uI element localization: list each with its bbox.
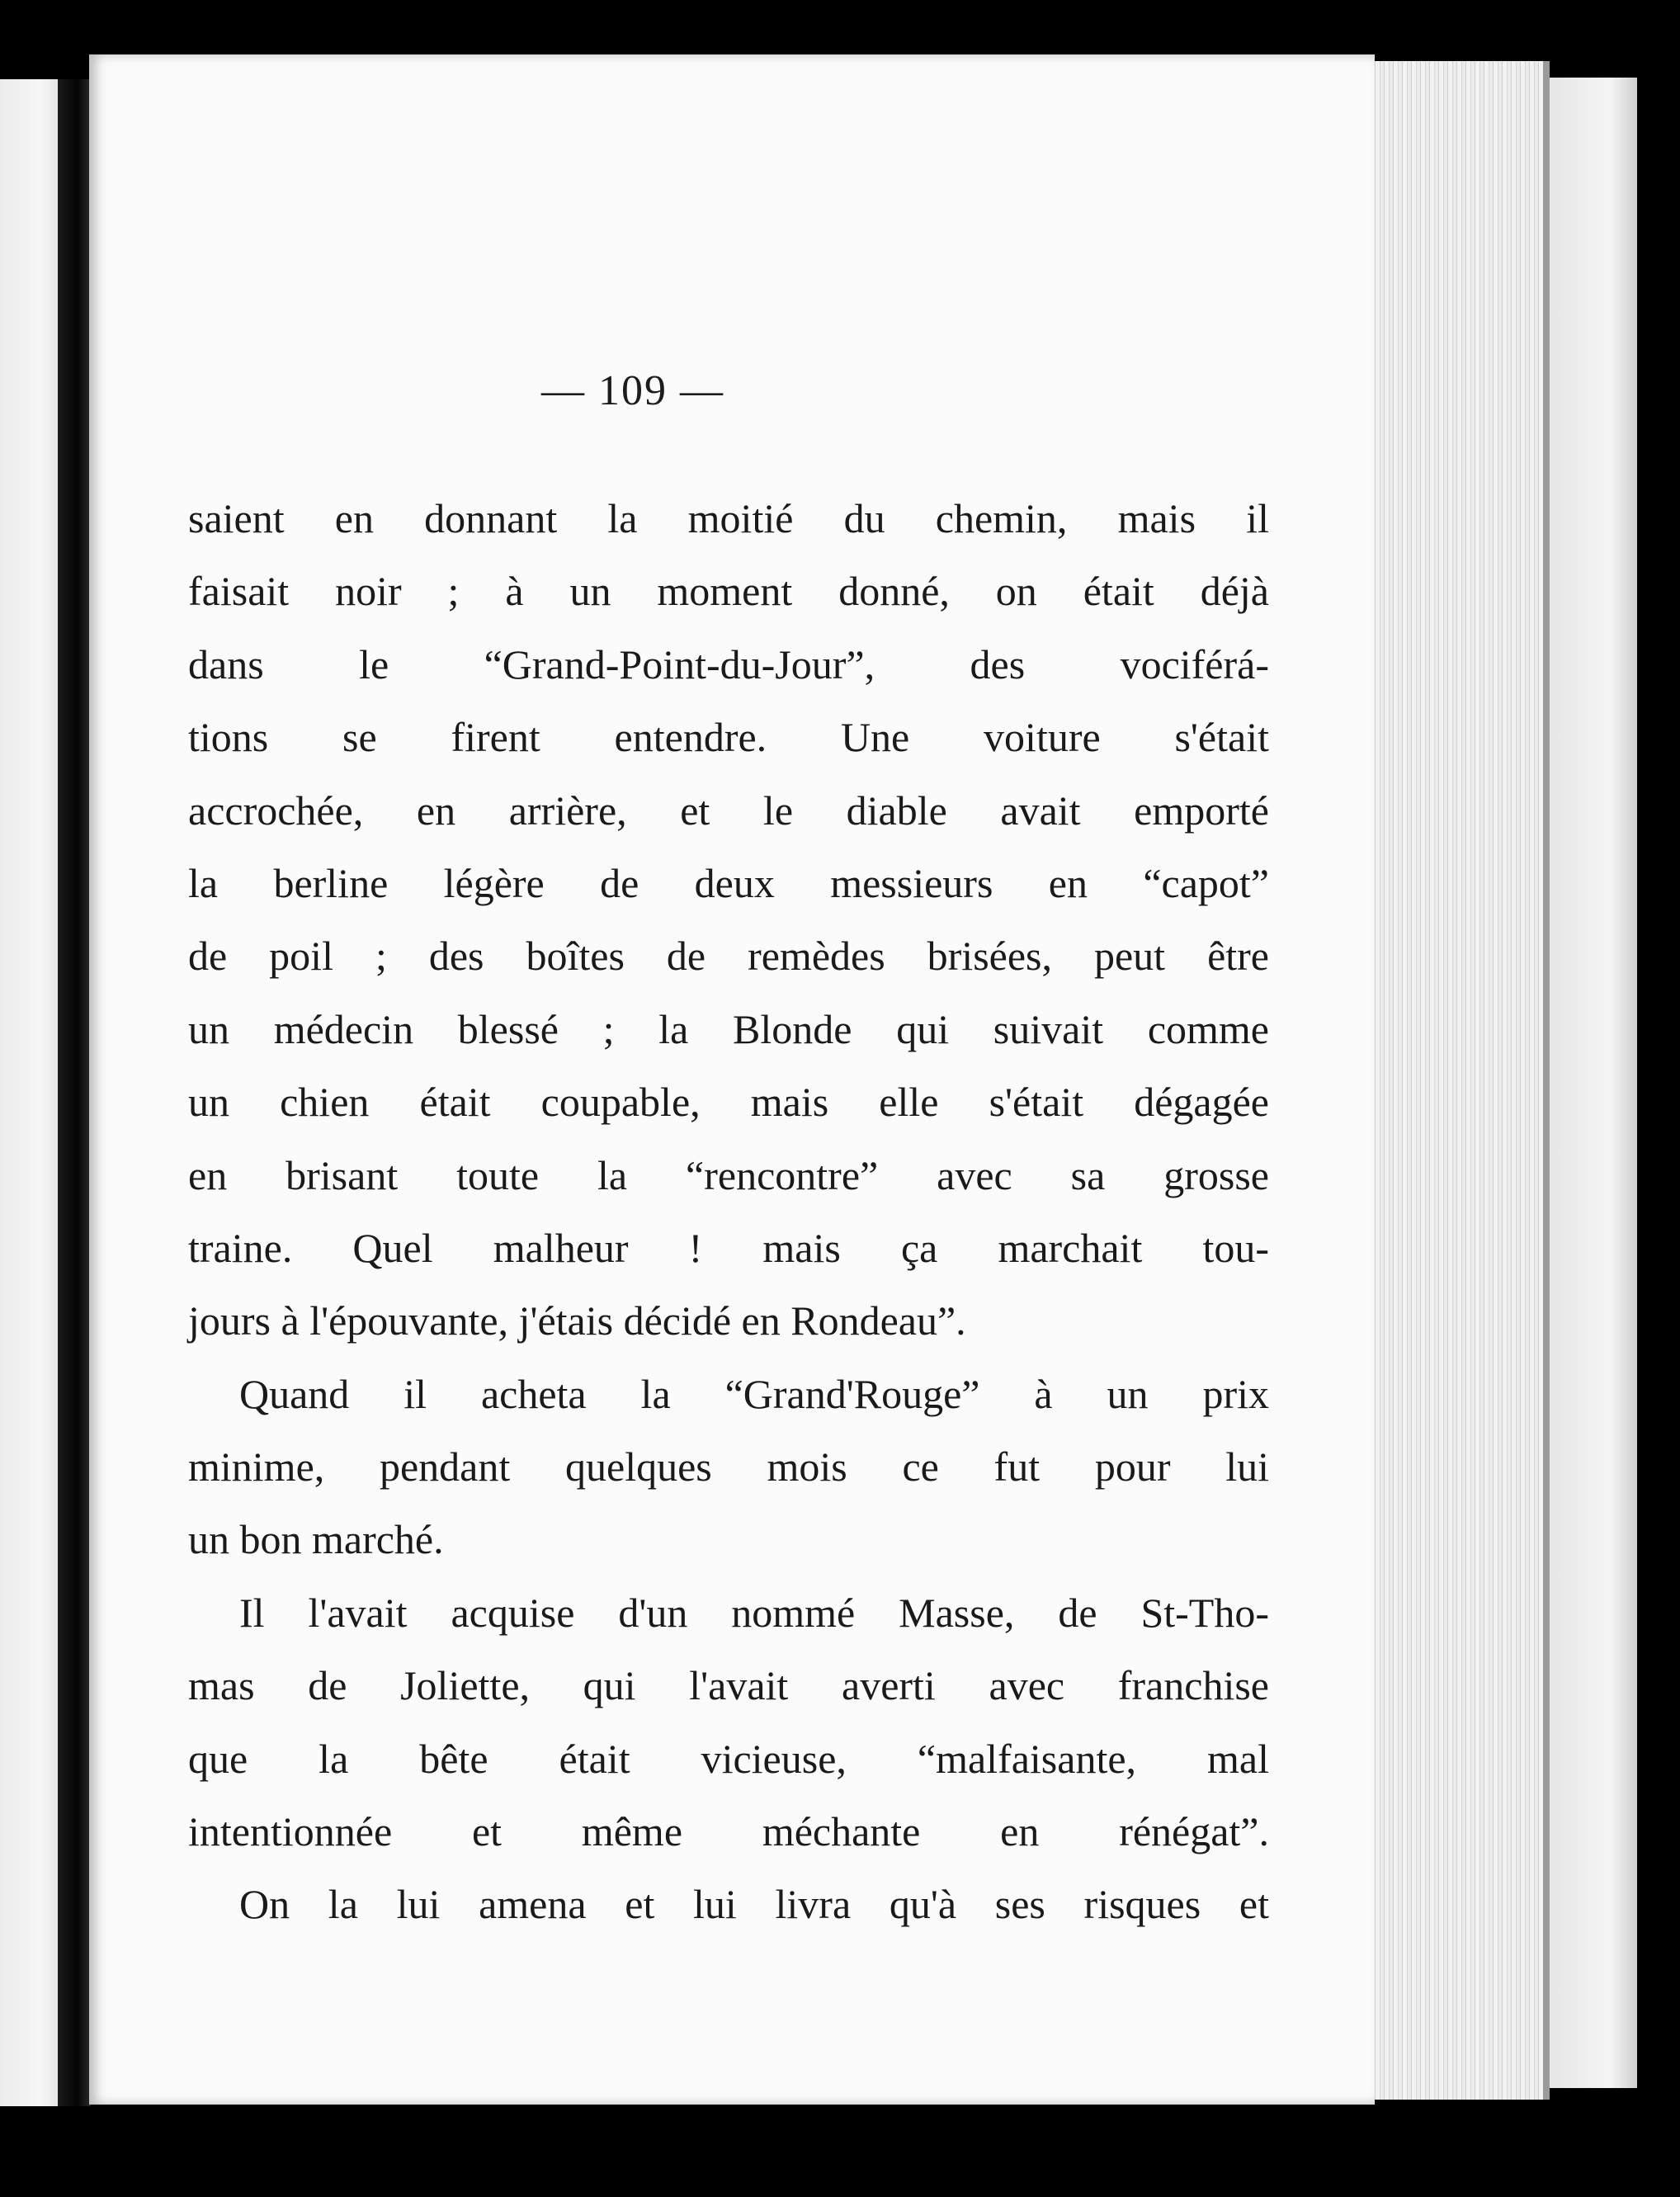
text-line: traine. Quel malheur ! mais ça marchait tou- bbox=[188, 1224, 1269, 1271]
book-page bbox=[89, 54, 1375, 2105]
text-line: que la bête était vicieuse, “malfaisante, mal bbox=[188, 1735, 1269, 1782]
text-line: un bon marché. bbox=[188, 1516, 444, 1563]
text-line: dans le “Grand-Point-du-Jour”, des vociférá- bbox=[188, 640, 1269, 687]
body-text bbox=[188, 482, 1269, 1941]
text-line: tions se firent entendre. Une voiture s'était bbox=[188, 714, 1269, 761]
text-line: en brisant toute la “rencontre” avec sa grosse bbox=[188, 1151, 1269, 1198]
text-line: minime, pendant quelques mois ce fut pour lui bbox=[188, 1443, 1269, 1491]
stacked-page-edges bbox=[1366, 61, 1550, 2100]
text-line: intentionnée et même méchante en rénégat”. bbox=[188, 1808, 1269, 1855]
text-line: mas de Joliette, qui l'avait averti avec franchise bbox=[188, 1662, 1269, 1709]
text-line: Quand il acheta la “Grand'Rouge” à un prix bbox=[239, 1370, 1269, 1417]
back-cover-edge bbox=[1548, 78, 1637, 2088]
page-number: — 109 — bbox=[541, 367, 724, 414]
text-line: faisait noir ; à un moment donné, on était déjà bbox=[188, 568, 1269, 615]
text-line: accrochée, en arrière, et le diable avait emporté bbox=[188, 787, 1269, 834]
text-line: un chien était coupable, mais elle s'était dégagée bbox=[188, 1079, 1269, 1126]
text-line: jours à l'épouvante, j'étais décidé en Rondeau”. bbox=[188, 1297, 966, 1344]
text-line: Il l'avait acquise d'un nommé Masse, de St-Tho- bbox=[239, 1589, 1269, 1636]
text-line: la berline légère de deux messieurs en “capot” bbox=[188, 859, 1269, 906]
text-line: On la lui amena et lui livra qu'à ses risques et bbox=[239, 1881, 1269, 1928]
text-line: un médecin blessé ; la Blonde qui suivait comme bbox=[188, 1005, 1269, 1052]
text-line: saient en donnant la moitié du chemin, mais il bbox=[188, 495, 1269, 541]
book-gutter bbox=[58, 79, 91, 2106]
text-line: de poil ; des boîtes de remèdes brisées, peut être bbox=[188, 933, 1269, 980]
